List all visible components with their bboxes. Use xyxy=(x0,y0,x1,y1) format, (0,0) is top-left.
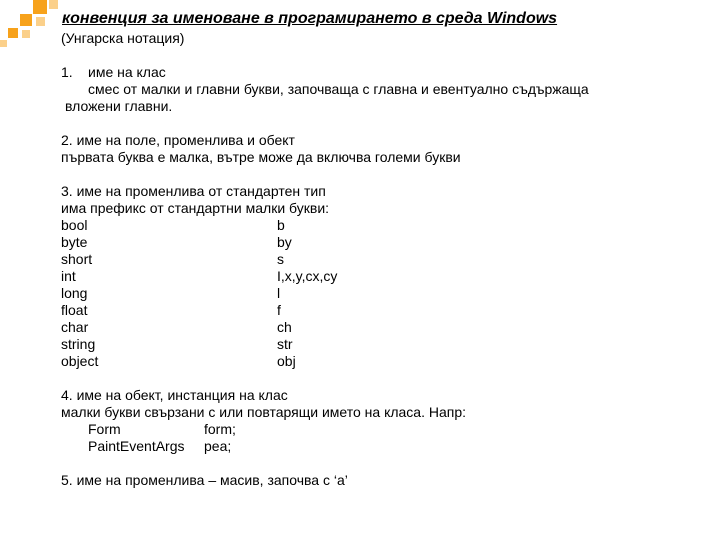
type-prefix: f xyxy=(277,302,281,318)
type-name: char xyxy=(61,319,89,335)
section-4-heading: 4. име на обект, инстанция на клас xyxy=(61,387,288,403)
decor-square xyxy=(49,0,58,9)
type-name: float xyxy=(61,302,88,318)
section-5-heading: 5. име на променлива – масив, започва с ‘a’ xyxy=(61,472,348,488)
page-title: конвенция за именоване в програмирането в среда Windows xyxy=(62,10,558,27)
section-2-line-1: първата буква е малка, вътре може да включва големи букви xyxy=(61,149,461,165)
type-prefix-table xyxy=(61,217,711,370)
type-prefix: by xyxy=(277,234,292,250)
example-variable: pea; xyxy=(204,438,232,454)
type-prefix: b xyxy=(277,217,285,233)
decor-square xyxy=(8,28,18,38)
type-prefix: s xyxy=(277,251,284,267)
content-body xyxy=(61,30,711,489)
section-1-title: име на клас xyxy=(88,64,166,80)
decor-square xyxy=(33,0,47,14)
decor-square xyxy=(0,40,7,47)
type-name: long xyxy=(61,285,88,301)
type-name: string xyxy=(61,336,96,352)
table-row xyxy=(61,302,711,319)
type-prefix: obj xyxy=(277,353,296,369)
table-row xyxy=(61,285,711,302)
type-name: bool xyxy=(61,217,88,233)
table-row xyxy=(61,217,711,234)
type-name: int xyxy=(61,268,76,284)
section-1-line-1: смес от малки и главни букви, започваща с главна и евентуално съдържаща xyxy=(88,81,589,97)
decor-square xyxy=(20,14,32,26)
type-prefix: l xyxy=(277,285,281,301)
table-row xyxy=(61,353,711,370)
example-row xyxy=(61,421,711,438)
section-4-line-1: малки букви свързани с или повтарящи името на класа. Напр: xyxy=(61,404,467,420)
section-1-heading xyxy=(61,64,711,81)
type-prefix: str xyxy=(277,336,293,352)
corner-decoration xyxy=(0,0,60,50)
decor-square xyxy=(36,17,45,26)
type-name: short xyxy=(61,251,93,267)
subtitle: (Унгарска нотация) xyxy=(61,30,185,46)
type-name: object xyxy=(61,353,99,369)
example-variable: form; xyxy=(204,421,236,437)
section-1-line-2: вложени главни. xyxy=(65,98,173,114)
table-row xyxy=(61,234,711,251)
section-1-number: 1. xyxy=(61,64,73,80)
table-row xyxy=(61,268,711,285)
type-name: byte xyxy=(61,234,88,250)
example-class: Form xyxy=(88,421,121,437)
section-3-heading: 3. име на променлива от стандартен тип xyxy=(61,183,326,199)
table-row xyxy=(61,336,711,353)
example-row xyxy=(61,438,711,455)
type-prefix: I,x,y,cx,cy xyxy=(277,268,338,284)
table-row xyxy=(61,319,711,336)
decor-square xyxy=(22,30,30,38)
section-3-line-1: има префикс от стандартни малки букви: xyxy=(61,200,330,216)
type-prefix: ch xyxy=(277,319,292,335)
example-class: PaintEventArgs xyxy=(88,438,185,454)
table-row xyxy=(61,251,711,268)
section-2-heading: 2. име на поле, променлива и обект xyxy=(61,132,295,148)
